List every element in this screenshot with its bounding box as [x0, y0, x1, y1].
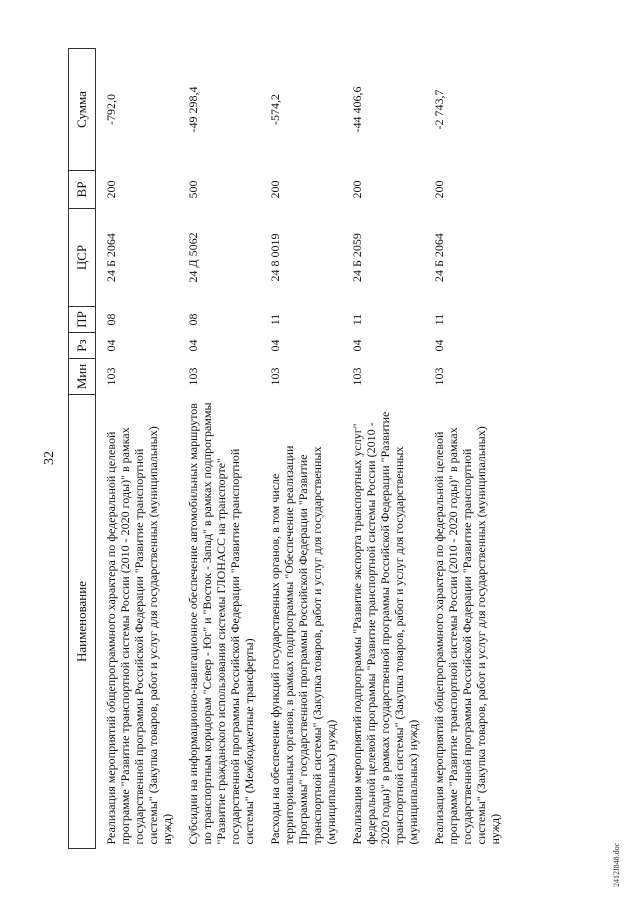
header-vr: ВР: [69, 171, 96, 209]
table-row: [96, 49, 183, 849]
header-name: Наименование: [69, 395, 96, 849]
cell-csr: 24 8 0019: [268, 233, 282, 282]
header-pr: ПР: [69, 307, 96, 333]
cell-csr: 24 Б 2064: [432, 233, 446, 282]
cell-sum: -44 406,6: [350, 86, 364, 133]
budget-table: [68, 48, 510, 849]
cell-pr: 08: [104, 313, 118, 326]
cell-pr: 08: [186, 313, 200, 326]
cell-sum: -574,2: [268, 94, 282, 125]
table-row: [182, 49, 264, 849]
cell-vr: 200: [432, 180, 446, 199]
cell-vr: 200: [350, 180, 364, 199]
cell-rz: 04: [432, 339, 446, 352]
cell-name: Реализация мероприятий общепрограммного характера по федеральной целевой программе "Развитие транспортной системы России (2010 - 2020 годы)" в рамках государственной программы Российской Федерации "Развитие транспортной системы" (Закупка товаров, работ и услуг для государственных (муниципальных) нужд): [104, 426, 174, 845]
cell-min: 103: [104, 367, 118, 386]
cell-name: Субсидии на информационно-навигационное обеспечение автомобильных маршрутов по транспортным коридорам "Север - Юг" и "Восток - Запад" в рамках подпрограммы "Развитие гражданского использования системы ГЛОНАСС на транспорте" государственной программы Российской Федерации "Развитие транспортной системы" (Межбюджетные трансферты): [186, 402, 256, 845]
cell-pr: 11: [350, 313, 364, 326]
cell-min: 103: [432, 367, 446, 386]
cell-rz: 04: [350, 339, 364, 352]
header-rz: Рз: [69, 333, 96, 359]
cell-rz: 04: [186, 339, 200, 352]
cell-csr: 24 Д 5062: [186, 232, 200, 283]
cell-name: Реализация мероприятий общепрограммного характера по федеральной целевой программе "Развитие транспортной системы России (2010 - 2020 годы)" в рамках государственной программы Российской Федерации "Развитие транспортной системы" (Закупка товаров, работ и услуг для государственных (муниципальных) нужд): [432, 426, 502, 845]
header-csr: ЦСР: [69, 209, 96, 307]
table-row: [346, 49, 428, 849]
cell-rz: 04: [104, 339, 118, 352]
cell-sum: -49 298,4: [186, 86, 200, 133]
table-row: [264, 49, 346, 849]
table-row: [428, 49, 510, 849]
cell-vr: 200: [104, 180, 118, 199]
table-header-row: [69, 49, 96, 849]
cell-min: 103: [350, 367, 364, 386]
cell-rz: 04: [268, 339, 282, 352]
cell-sum: -792,0: [104, 94, 118, 125]
cell-min: 103: [268, 367, 282, 386]
footer-doc-code: 2412I848.doc: [612, 842, 621, 887]
header-sum: Сумма: [69, 49, 96, 171]
cell-csr: 24 Б 2064: [104, 233, 118, 282]
cell-pr: 11: [268, 313, 282, 326]
cell-vr: 200: [268, 180, 282, 199]
page-number: 32: [42, 451, 57, 465]
cell-min: 103: [186, 367, 200, 386]
cell-csr: 24 Б 2059: [350, 233, 364, 282]
cell-sum: -2 743,7: [432, 89, 446, 130]
cell-vr: 500: [186, 180, 200, 199]
cell-name: Расходы на обеспечение функций государственных органов, в том числе территориальных органов, в рамках подпрограммы "Обеспечение реализации Программы" государственной программы Российской Федерации "Развитие транспортной системы" (Закупка товаров, работ и услуг для государственных (муниципальных) нужд): [268, 445, 338, 845]
header-min: Мин: [69, 359, 96, 395]
cell-pr: 11: [432, 313, 446, 326]
cell-name: Реализация мероприятий подпрограммы "Развитие экспорта транспортных услуг" федеральной целевой программы "Развитие транспортной системы России (2010 - 2020 годы)" в рамках государственной программы Российской Федерации "Развитие транспортной системы" (Закупка товаров, работ и услуг для государственных (муниципальных) нужд): [350, 411, 420, 845]
